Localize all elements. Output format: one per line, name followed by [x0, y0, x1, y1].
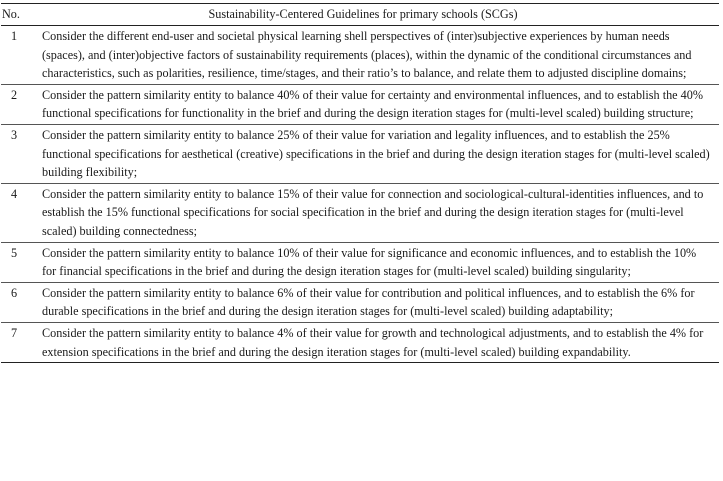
row-guideline-text: Consider the pattern similarity entity to balance 40% of their value for certainty and environmental influences, and to establish the 40% functional specifications for functionality in the brief and during the design iteration stages for (multi-level scaled) building structure; — [37, 84, 719, 124]
guidelines-table — [1, 3, 719, 363]
table-body — [1, 26, 719, 363]
row-number: 7 — [1, 322, 37, 362]
row-guideline-text: Consider the pattern similarity entity to balance 10% of their value for significance and economic influences, and to establish the 10% for financial specifications in the brief and during the design iteration stages for (multi-level scaled) building singularity; — [37, 242, 719, 282]
table-row — [1, 242, 719, 282]
column-header-no: No. — [1, 4, 37, 26]
table-row — [1, 183, 719, 242]
row-guideline-text: Consider the pattern similarity entity to balance 4% of their value for growth and technological adjustments, and to establish the 4% for extension specifications in the brief and during the design iteration stages for (multi-level scaled) building expandability. — [37, 322, 719, 362]
row-guideline-text: Consider the different end-user and societal physical learning shell perspectives of (inter)subjective experiences by human needs (spaces), and (inter)objective factors of sustainability requirements (places), within the dynamic of the conditional circumstances and characteristics, such as polarities, resilience, time/stages, and their ratio’s to balance, and relate them to adjusted discipline domains; — [37, 26, 719, 85]
column-header-title: Sustainability-Centered Guidelines for primary schools (SCGs) — [37, 4, 719, 26]
table-row — [1, 282, 719, 322]
table-row — [1, 124, 719, 183]
row-number: 6 — [1, 282, 37, 322]
table-row — [1, 26, 719, 85]
row-guideline-text: Consider the pattern similarity entity to balance 15% of their value for connection and sociological-cultural-identities influences, and to establish the 15% functional specifications for social specification in the brief and during the design iteration stages for (multi-level scaled) building connectedness; — [37, 183, 719, 242]
guidelines-table-container — [0, 3, 723, 481]
table-row — [1, 322, 719, 362]
row-number: 5 — [1, 242, 37, 282]
row-number: 3 — [1, 124, 37, 183]
row-guideline-text: Consider the pattern similarity entity to balance 6% of their value for contribution and political influences, and to establish the 6% for durable specifications in the brief and during the design iteration stages for (multi-level scaled) building adaptability; — [37, 282, 719, 322]
table-row — [1, 84, 719, 124]
row-number: 2 — [1, 84, 37, 124]
row-number: 1 — [1, 26, 37, 85]
table-header — [1, 4, 719, 26]
row-number: 4 — [1, 183, 37, 242]
header-row — [1, 4, 719, 26]
row-guideline-text: Consider the pattern similarity entity to balance 25% of their value for variation and legality influences, and to establish the 25% functional specifications for aesthetical (creative) specifications in the brief and during the design iteration stages for (multi-level scaled) building flexibility; — [37, 124, 719, 183]
